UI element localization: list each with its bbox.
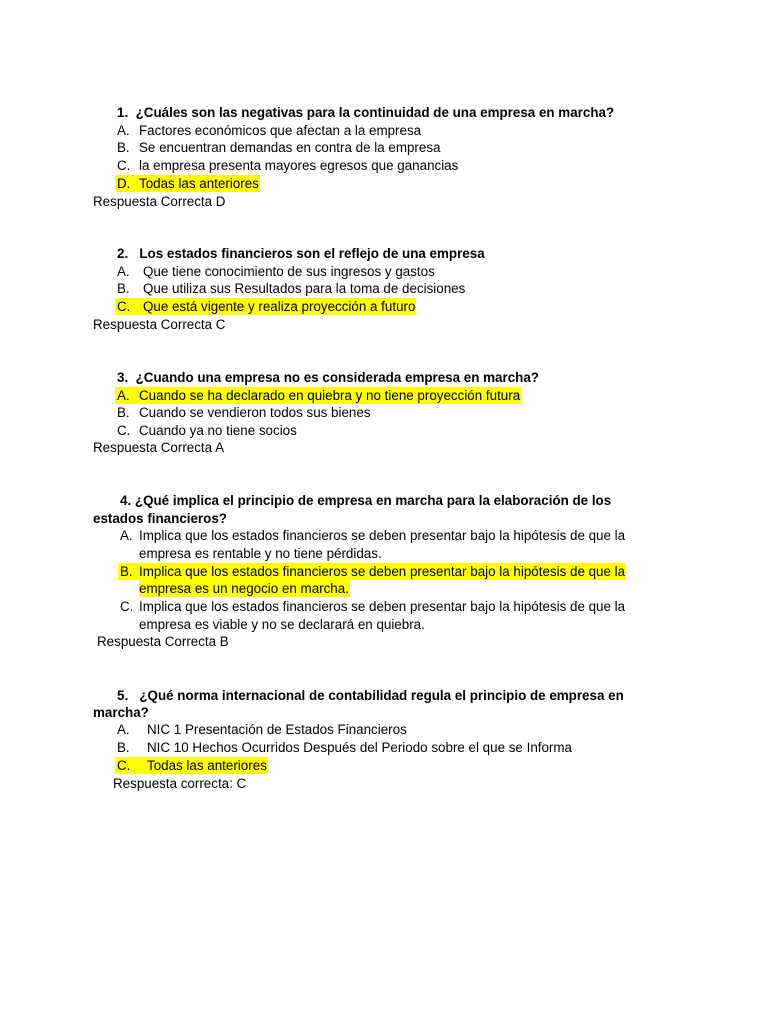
option-text: Que utiliza sus Resultados para la toma de decisiones (143, 281, 466, 296)
question-5-title-line2: marcha? (93, 705, 149, 720)
question-number: 1. (117, 105, 129, 120)
option-4a-line1 (120, 527, 625, 544)
question-4-title-line1 (120, 492, 611, 509)
option-text: Todas las anteriores (139, 176, 259, 191)
answer-1: Respuesta Correcta D (93, 194, 226, 209)
option-3b (117, 404, 371, 421)
option-letter: A. (117, 722, 130, 737)
option-1c (117, 157, 458, 174)
option-text: Cuando ya no tiene socios (139, 423, 297, 438)
option-letter: C. (117, 299, 131, 314)
option-text: Implica que los estados financieros se deben presentar bajo la hipótesis de que la (139, 599, 626, 614)
question-2-title (117, 245, 485, 262)
question-4-title-line2: estados financieros? (93, 511, 227, 526)
option-letter: B. (117, 405, 130, 420)
option-3a-highlighted (115, 387, 521, 404)
option-letter: B. (117, 140, 130, 155)
option-text: Se encuentran demandas en contra de la empresa (139, 140, 441, 155)
question-text: ¿Cuáles son las negativas para la continuidad de una empresa en marcha? (135, 105, 615, 120)
question-number: 5. (117, 688, 129, 703)
option-1d-highlighted (115, 175, 260, 192)
question-5-title-line1 (117, 687, 624, 704)
option-letter: A. (117, 264, 130, 279)
option-letter: C. (117, 758, 131, 773)
option-2c-highlighted (115, 298, 416, 315)
option-5b (117, 739, 572, 756)
question-text: ¿Qué norma internacional de contabilidad regula el principio de empresa en (139, 688, 624, 703)
option-4c-line2: empresa es viable y no se declarará en quiebra. (139, 617, 425, 632)
question-3-title (117, 369, 539, 386)
question-text: ¿Qué implica el principio de empresa en marcha para la elaboración de los (134, 493, 612, 508)
option-5c-highlighted (115, 757, 268, 774)
question-text: ¿Cuando una empresa no es considerada empresa en marcha? (135, 370, 539, 385)
option-4b-line2-highlighted: empresa es un negocio en marcha. (139, 581, 349, 596)
option-text: Que está vigente y realiza proyección a futuro (143, 299, 416, 314)
option-1a (117, 122, 421, 139)
option-letter: A. (117, 123, 130, 138)
option-letter: C. (117, 158, 131, 173)
option-text: NIC 1 Presentación de Estados Financieros (147, 722, 407, 737)
option-text: Implica que los estados financieros se deben presentar bajo la hipótesis de que la (139, 564, 626, 579)
option-letter: C. (117, 423, 131, 438)
question-1-title (117, 104, 614, 121)
option-text: la empresa presenta mayores egresos que ganancias (139, 158, 459, 173)
option-letter: B. (120, 564, 133, 579)
option-text: Cuando se vendieron todos sus bienes (139, 405, 371, 420)
question-text: Los estados financieros son el reflejo de una empresa (139, 246, 485, 261)
question-number: 3. (117, 370, 129, 385)
option-text: NIC 10 Hechos Ocurridos Después del Periodo sobre el que se Informa (147, 740, 572, 755)
option-4a-line2: empresa es rentable y no tiene pérdidas. (139, 546, 382, 561)
option-text: Cuando se ha declarado en quiebra y no tiene proyección futura (139, 388, 521, 403)
option-2b (117, 280, 465, 297)
option-text: Factores económicos que afectan a la empresa (139, 123, 422, 138)
option-5a (117, 721, 407, 738)
option-letter: B. (117, 281, 130, 296)
option-4c-line1 (120, 598, 625, 615)
option-text: Todas las anteriores (147, 758, 267, 773)
option-letter: A. (120, 528, 133, 543)
question-number: 2. (117, 246, 129, 261)
question-number: 4. (120, 493, 132, 508)
answer-5: Respuesta correcta: C (113, 776, 247, 791)
answer-2: Respuesta Correcta C (93, 317, 226, 332)
option-letter: B. (117, 740, 130, 755)
option-text: Que tiene conocimiento de sus ingresos y gastos (143, 264, 435, 279)
option-text: Implica que los estados financieros se deben presentar bajo la hipótesis de que la (139, 528, 626, 543)
option-3c (117, 422, 297, 439)
option-letter: C. (120, 599, 134, 614)
option-letter: D. (117, 176, 131, 191)
option-letter: A. (117, 388, 130, 403)
option-2a (117, 263, 435, 280)
answer-4: Respuesta Correcta B (97, 634, 229, 649)
answer-3: Respuesta Correcta A (93, 440, 224, 455)
option-1b (117, 139, 441, 156)
option-4b-line1-highlighted (118, 563, 626, 580)
